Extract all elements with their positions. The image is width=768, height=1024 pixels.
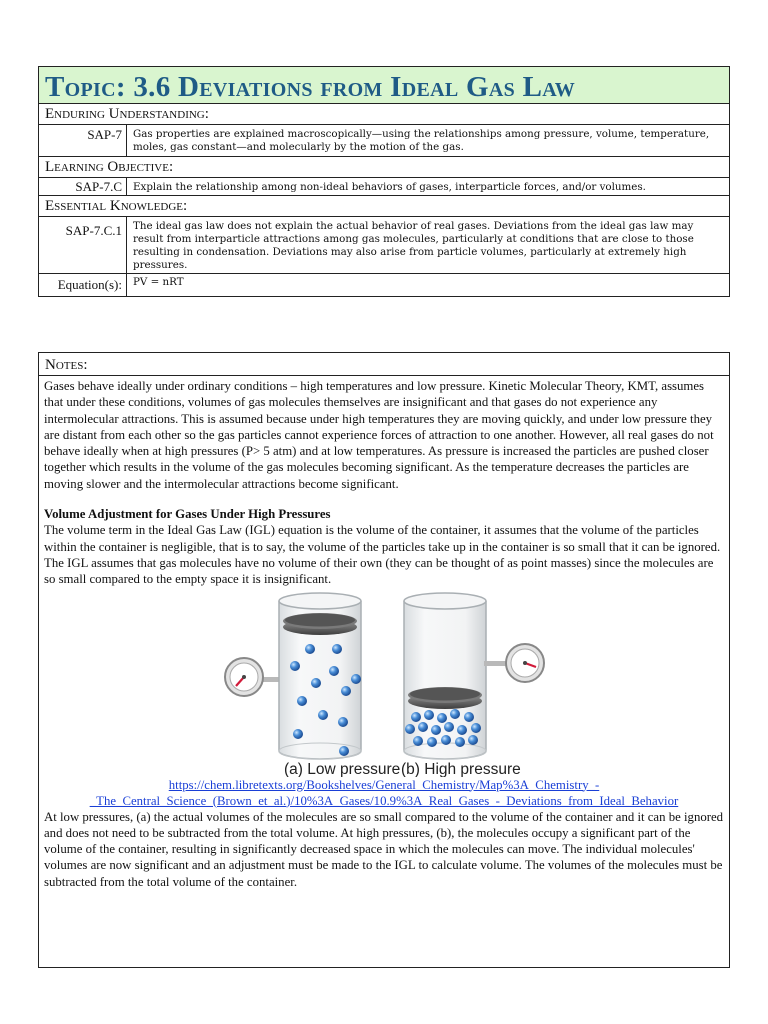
enduring-row [39,125,729,157]
notes-subheading: Volume Adjustment for Gases Under High Pressures [44,507,331,522]
notes-box [38,352,730,968]
topic-table [38,66,730,297]
pressure-gauge-b-icon [484,644,544,682]
enduring-code: SAP-7 [39,125,127,156]
enduring-text: Gas properties are explained macroscopically—using the relationships among pressure, volume, temperature, moles, gas constant—and molecularly by the motion of the gas. [133,128,710,153]
essential-text: The ideal gas law does not explain the actual behavior of real gases. Deviations from the ideal gas law may result from interparticle attractions among gas molecules, particularly at conditions that are close to those resulting in condensation. Deviations may also arise from particle volumes, particularly at extremely high pressures. [133,220,694,271]
figure-label-b: (b) High pressure [401,760,521,777]
pressure-diagram [44,591,726,777]
source-link-line-1[interactable]: https://chem.libretexts.org/Bookshelves/General_Chemistry/Map%3A_Chemistry_- [168,777,600,792]
equation-row [39,274,729,296]
container-b [404,593,486,759]
pressure-figure [44,591,724,777]
enduring-heading: Enduring Understanding: [39,104,729,125]
objective-text: Explain the relationship among non-ideal behaviors of gases, interparticle forces, and/or volumes. [133,181,646,193]
essential-heading: Essential Knowledge: [39,196,729,217]
notes-paragraph-2: The volume term in the Ideal Gas Law (IGL) equation is the volume of the container, it assumes that the volume of the particles within the container is negligible, that is to say, the volume of the particles take up in the container is so small that it can be ignored. The IGL assumes that gas molecules have no volume of their own (they can be thought of as point masses) since the molecules are so small compared to the empty space it is insignificant. [44,523,721,587]
essential-code: SAP-7.C.1 [39,217,127,273]
equation-label: Equation(s): [39,274,127,296]
notes-paragraph-3: At low pressures, (a) the actual volumes of the molecules are so small compared to the volume of the container and it can be ignored and does not need to be subtracted from the total volume. At high pressures, (b), the molecules occupy a significant part of the volume of the container, resulting in significantly decreased space in which the molecules can move. The individual molecules' volumes are now significant and an adjustment must be made to the IGL to calculate volume. The volumes of the molecules must be subtracted from the total volume of the container. [44,809,724,889]
essential-row [39,217,729,274]
notes-paragraph-1: Gases behave ideally under ordinary conditions – high temperatures and low pressure. Kinetic Molecular Theory, KMT, assumes that under these conditions, volumes of gas molecules themselves are insignificant and that gases do not experience any intermolecular attractions. This is assumed because under high temperatures they are moving quickly, and under low pressure they are distant from each other so the gas particles cannot experience forces of attraction to one another. However, all real gases do not behave ideally when at high pressures (P> 5 atm) and at low temperatures. As pressure is increased the particles are pushed closer together which results in the volume of the gas molecules becoming significant. As the temperature decreases the particles are moving slower and the intermolecular attractions become significant. [44,379,714,491]
objective-row [39,178,729,196]
topic-title: Topic: 3.6 Deviations from Ideal Gas Law [39,67,729,104]
pressure-gauge-a-icon [225,658,281,696]
objective-code: SAP-7.C [39,178,127,195]
container-a [279,593,361,759]
source-link-line-2[interactable]: _The_Central_Science_(Brown_et_al.)/10%3A_Gases/10.9%3A_Real_Gases_-_Deviations_from_Ideal_Behavior [89,793,679,808]
notes-heading: Notes: [39,353,729,376]
notes-body [39,376,729,890]
figure-label-a: (a) Low pressure [284,760,401,777]
equation-value: PV = nRT [133,276,184,288]
source-link[interactable] [44,777,724,809]
objective-heading: Learning Objective: [39,157,729,178]
